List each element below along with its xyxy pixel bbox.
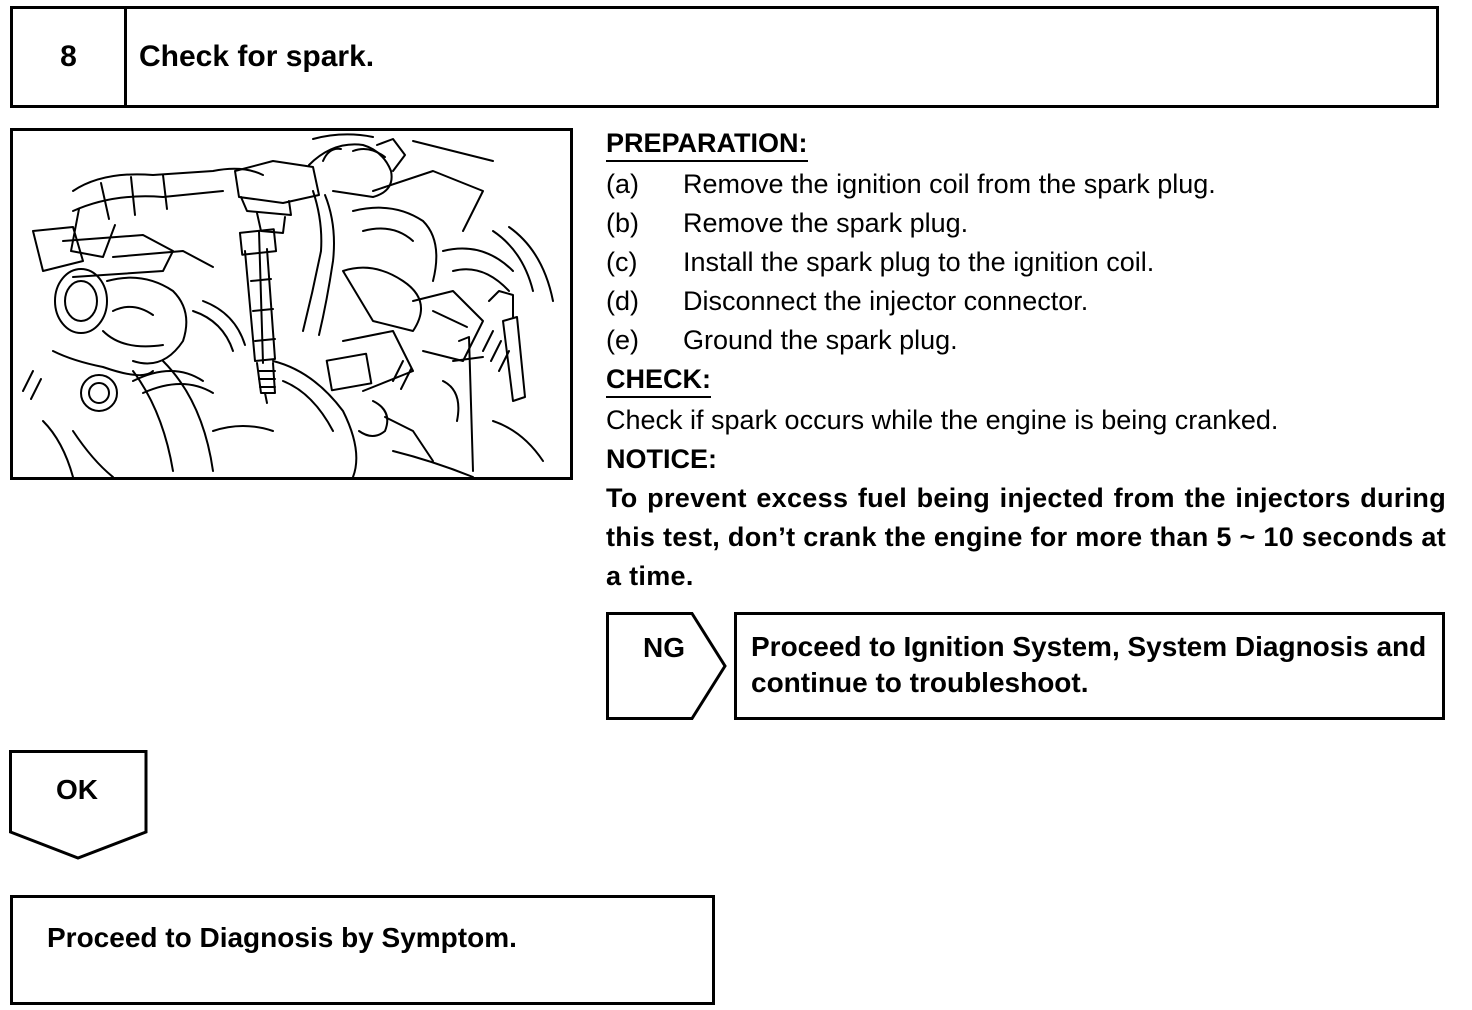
list-item: [606, 282, 1446, 321]
item-text: Disconnect the injector connector.: [683, 286, 1089, 316]
preparation-heading: PREPARATION:: [606, 126, 808, 162]
item-letter: (b): [606, 208, 639, 238]
notice-heading: NOTICE:: [606, 444, 717, 474]
check-text: Check if spark occurs while the engine is being cranked.: [606, 405, 1279, 435]
instruction-text: [606, 124, 1446, 596]
ng-arrow-icon: [606, 612, 728, 720]
ng-result-box: [734, 612, 1445, 720]
item-text: Remove the spark plug.: [683, 208, 969, 238]
item-letter: (e): [606, 325, 639, 355]
step-divider: [124, 9, 127, 105]
check-heading: CHECK:: [606, 362, 711, 398]
engine-illustration: [10, 128, 573, 480]
item-text: Install the spark plug to the ignition coil.: [683, 247, 1155, 277]
item-letter: (d): [606, 286, 639, 316]
ng-result-text: Proceed to Ignition System, System Diagnosis and continue to troubleshoot.: [751, 631, 1427, 698]
step-title: Check for spark.: [139, 40, 375, 73]
step-number: 8: [60, 40, 77, 73]
engine-ignition-coil-spark-plug-icon: [13, 131, 570, 477]
list-item: [606, 321, 1446, 360]
item-text: Remove the ignition coil from the spark plug.: [683, 169, 1216, 199]
item-text: Ground the spark plug.: [683, 325, 958, 355]
list-item: [606, 165, 1446, 204]
item-letter: (a): [606, 169, 639, 199]
list-item: [606, 204, 1446, 243]
list-item: [606, 243, 1446, 282]
step-header: [10, 6, 1439, 108]
ok-result-text: Proceed to Diagnosis by Symptom.: [47, 922, 517, 953]
item-letter: (c): [606, 247, 638, 277]
notice-text: To prevent excess fuel being injected from the injectors during this test, don’t crank the engine for more than 5 ~ 10 seconds at a time.: [606, 483, 1446, 591]
ok-result-box: [10, 895, 715, 1005]
ng-label: NG: [643, 632, 685, 663]
ok-label: OK: [56, 774, 98, 805]
preparation-list: [606, 165, 1446, 360]
